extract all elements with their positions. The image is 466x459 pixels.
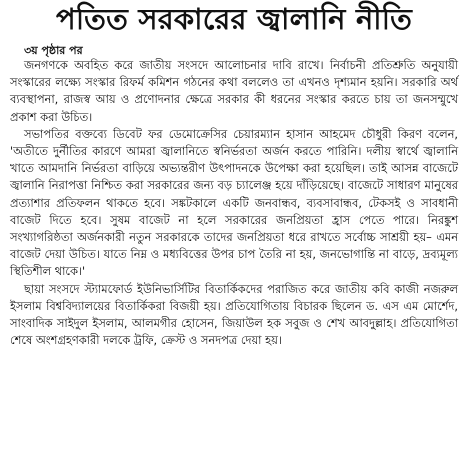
paragraph-3: ছায়া সংসদে স্ট্যামফোর্ড ইউনিভার্সিটির বিতার্কিকদের পরাজিত করে জাতীয় কবি কাজী নজরুল ইসলাম বিশ্ববিদ্যালয়ের বিতার্কিকরা বিজয়ী হয়। প্রতিযোগিতায় বিচারক ছিলেন ড. এস এম মোর্শেদ, সাংবাদিক সাইদুল ইসলাম, আলমগীর হোসেন, জিয়াউল হক সবুজ ও শেখ আবদুল্লাহ। প্রতিযোগিতা শেষে অংশগ্রহণকারী দলকে ট্রফি, ক্রেস্ট ও সনদপত্র দেয়া হয়। [10,281,458,348]
continuation-label: ৩য় পৃষ্ঠার পর [24,44,83,57]
paragraph-2: সভাপতির বক্তব্যে ডিবেট ফর ডেমোক্রেসির চেয়ারম্যান হাসান আহমেদ চৌধুরী কিরণ বলেন, 'অতীতে দুর্নীতির কারণে আমরা জ্বালানিতে স্বনির্ভরতা অর্জন করতে পারিনি। দলীয় স্বার্থে জ্বালানি খাতে আমদানি নির্ভরতা বাড়িয়ে অভ্যন্তরীণ উৎপাদনকে উপেক্ষা করা হয়েছিল। তাই আসন্ন বাজেটে জ্বালানি নিরাপত্তা নিশ্চিত করা সরকারের জন্য বড় চ্যালেঞ্জ হয়ে দাঁড়িয়েছে। বাজেটে সাধারণ মানুষের প্রত্যাশার প্রতিফলন থাকতে হবে। সঙ্কটকালে একটি জনবান্ধব, ব্যবসাবান্ধব, টেকসই ও সাবধানী বাজেট দিতে হবে। সুষম বাজেট না হলে সরকারের জনপ্রিয়তা হ্রাস পেতে পারে। নিরঙ্কুশ সংখ্যাগরিষ্ঠতা অর্জনকারী নতুন সরকারকে তাদের জনপ্রিয়তা ধরে রাখতে সর্বোচ্চ সাশ্রয়ী হয়– এমন বাজেট দেয়া উচিত। যাতে নিম্ন ও মধ্যবিত্তের উপর চাপ তৈরি না হয়, জনভোগান্তি না বাড়ে, দ্রব্যমূল্য স্থিতিশীল থাকে।' [10,126,458,279]
headline: পতিত সরকারের জ্বালানি নীতি [55,2,413,36]
article-body [10,57,458,349]
paragraph-1: জনগণকে অবহিত করে জাতীয় সংসদে আলোচনার দাবি রাখে। নির্বাচনী প্রতিশ্রুতি অনুযায়ী সংস্কারের লক্ষ্যে সংস্কার রিফর্ম কমিশন গঠনের কথা বললেও তা এখনও দৃশ্যমান হয়নি। সরকারি অর্থ ব্যবস্থাপনা, রাজস্ব আয় ও প্রণোদনার ক্ষেত্রে সরকার কী ধরনের সংস্কার করতে চায় তা জনসম্মুখে প্রকাশ করা উচিত। [10,58,458,124]
